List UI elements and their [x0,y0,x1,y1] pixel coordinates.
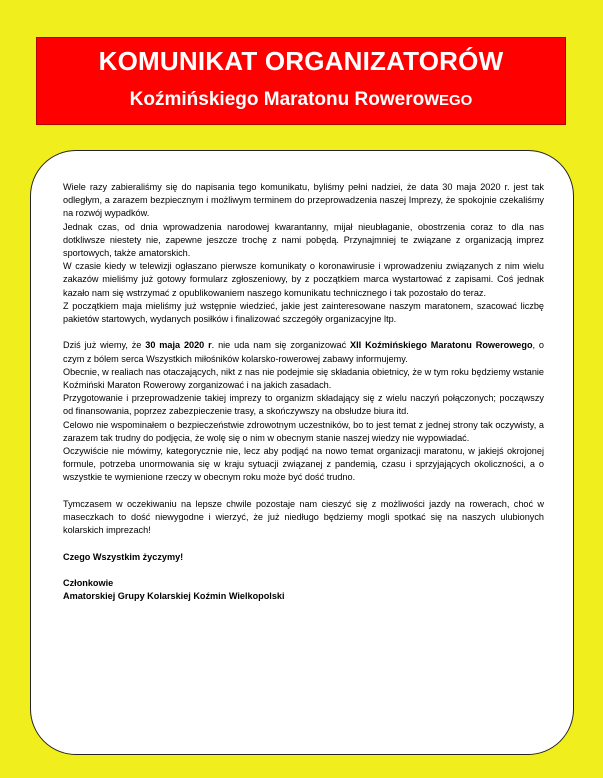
banner-title: KOMUNIKAT ORGANIZATORÓW [98,46,504,76]
cancellation-text-1: Dziś już wiemy, że [63,340,146,351]
cancellation-text-2: . nie uda nam się zorganizować [211,340,351,351]
cancellation-date: 30 maja 2020 r [145,340,212,351]
banner-subtitle [37,88,565,113]
paragraph-registration: W czasie kiedy w telewizji ogłaszano pierwsze komunikaty o koronawirusie i wprowadzeniu związanych z nim wielu zakazów mieliśmy już gotowy formularz zgłoszeniowy, by z początkiem marca wystartować z zapisami. Coś jednak kazało nam się wstrzymać z opublikowaniem naszego komunikatu technicznego i tak pozostało do teraz. [63,261,544,298]
signature-members: Członkowie [63,578,114,589]
wishes-line [63,551,544,564]
letter-body [63,181,544,603]
paragraph-meanwhile: Tymczasem w oczekiwaniu na lepsze chwile pozostaje nam cieszyć się z możliwości jazdy na rowerach, choć w maseczkach to dość niewygodne i wierzyć, że już niedługo będziemy mogli spotkać się na naszych ulubionych kolarskich imprezach! [63,498,544,536]
cancellation-text-3: , o czym z bólem serca Wszystkich miłośników kolarsko-rowerowej zabawy informujemy. [63,340,545,364]
banner-subtitle-main: Koźmińskiego Maratonu Rowerow [129,89,439,110]
paragraph-quarantine: Jednak czas, od dnia wprowadzenia narodowej kwarantanny, mijał nieubłaganie, obostrzenia coraz to dla nas dotkliwsze niestety nie, zapewne jeszcze trochę z nami pobędą. Przynajmniej te związane z organizacją imprez sportowych, także amatorskich. [63,221,544,259]
paragraph-may: Z początkiem maja mieliśmy już wstępnie wiedzieć, jakie jest zainteresowane naszym maratonem, szacować liczbę pakietów startowych, wydanych posiłków i finalizować szczegóły organizacyjne ltp. [63,300,544,325]
paragraph-current-situation: Obecnie, w realiach nas otaczających, nikt z nas nie podejmie się składania obietnicy, że w tym roku będziemy wstanie Koźmiński Maraton Rowerowy zorganizować i na jakich zasadach. [63,366,544,391]
signature-line-2 [63,590,544,603]
paragraph-cancellation [63,339,544,365]
title-banner [36,37,566,125]
wishes-text: Czego Wszystkim życzymy! [63,551,184,562]
paragraph-health: Celowo nie wspominałem o bezpieczeństwie zdrowotnym uczestników, bo to jest temat z jednej strony tak oczywisty, a zarazem tak trudny do podjęcia, że wolę się o nim w obecnym stanie naszej wiedzy nie wypowiadać. [63,419,544,443]
paragraph-intro: Wiele razy zabieraliśmy się do napisania tego komunikatu, byliśmy pełni nadziei, że data 30 maja 2020 r. jest tak odległym, a zarazem bezpiecznym i możliwym terminem do przeprowadzenia naszej Imprezy, że spokojnie czekaliśmy na rozwój wypadków. [63,182,544,219]
cancellation-event-name: XII Koźmińskiego Maratonu Rowerowego [350,340,533,351]
banner-subtitle-suffix: EGO [438,92,473,109]
paragraph-conditions: Oczywiście nie mówimy, kategorycznie nie, lecz aby podjąć na nowo temat organizacji maratonu, w jakiejś okrojonej formule, potrzeba unormowania się w kraju sytuacji związanej z pandemią, czasu i sprzyjających okoliczności, a o wszystkie te wymienione rzeczy w obecnym roku może być dość trudno. [63,446,544,483]
signature-group: Amatorskiej Grupy Kolarskiej Koźmin Wielkopolski [63,591,285,602]
paragraph-preparation: Przygotowanie i przeprowadzenie takiej imprezy to organizm składający się z wielu naczyń połączonych; począwszy od finansowania, poprzez zabezpieczenie trasy, a skończywszy na obsłudze biura itd. [63,393,544,417]
signature-line-1 [63,577,544,590]
